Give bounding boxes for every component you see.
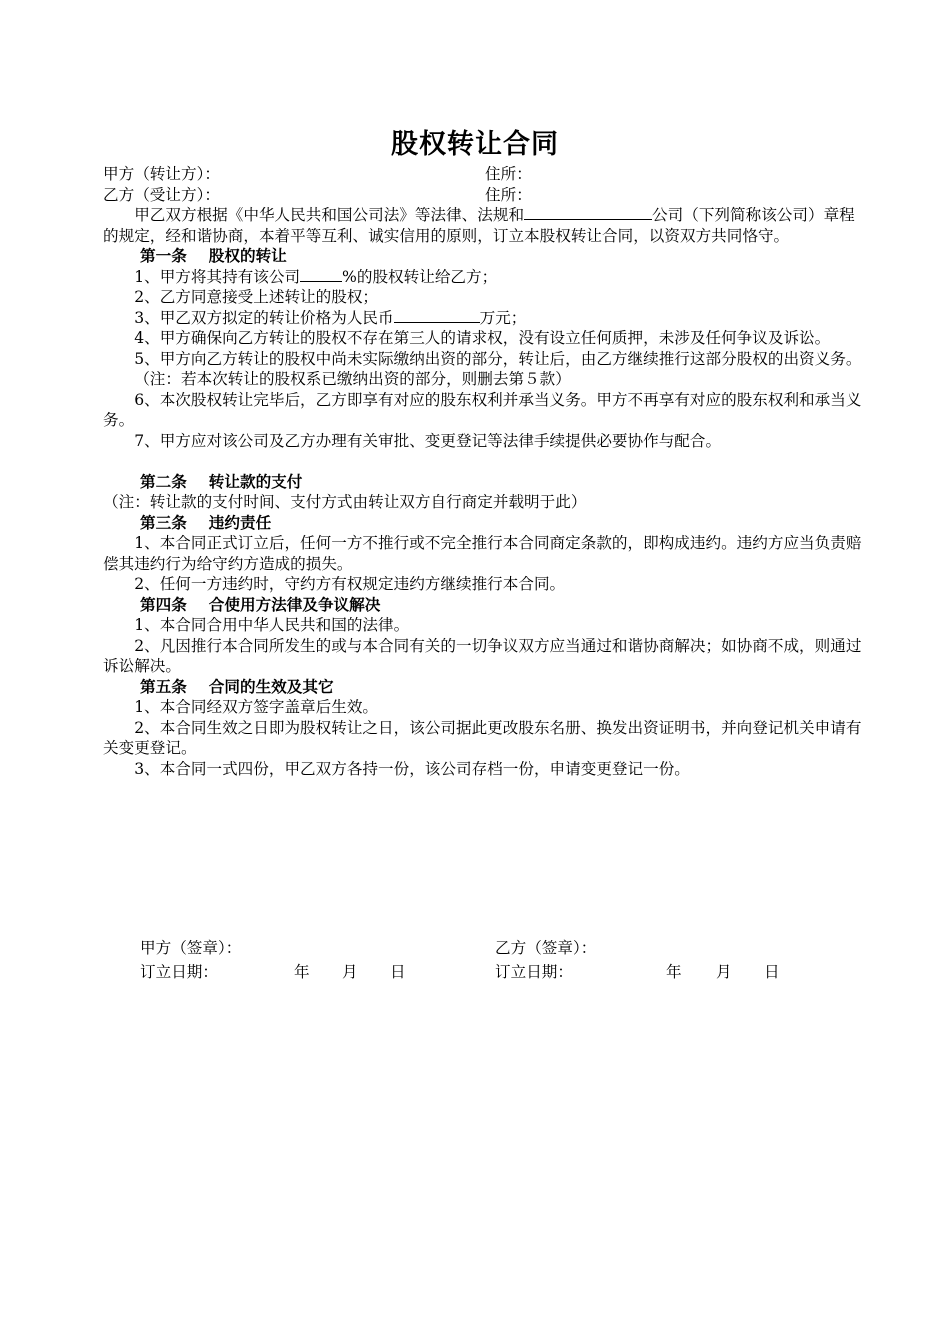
- article-4-heading: 第四条 合使用方法律及争议解决: [140, 595, 381, 614]
- signature-row: [140, 936, 840, 960]
- party-a-address-label: 住所：: [485, 165, 532, 183]
- article-1-item-2: 2、乙方同意接受上述转让的股权；: [134, 288, 379, 306]
- article-1-item-5: 5、甲方向乙方转让的股权中尚未实际缴纳出资的部分，转让后，由乙方继续推行这部分股权的出资义务。: [134, 349, 862, 368]
- article-5-heading: 第五条 合同的生效及其它: [140, 677, 334, 696]
- party-b-date-label: 订立日期：: [495, 963, 573, 981]
- price-blank: [394, 308, 480, 323]
- party-b-day: 日: [764, 963, 780, 981]
- article-1-item-7: 7、甲方应对该公司及乙方办理有关审批、变更登记等法律手续提供必要协作与配合。: [134, 431, 722, 450]
- company-name-blank: [524, 205, 652, 220]
- party-b-year: 年: [666, 963, 682, 981]
- party-a-row: [103, 164, 863, 185]
- party-a-day: 日: [390, 963, 406, 981]
- party-a-year: 年: [294, 963, 310, 981]
- article-5-item-2: 2、本合同生效之日即为股权转让之日，该公司据此更改股东名册、换发出资证明书，并向登记机关申请有关变更登记。: [103, 718, 862, 757]
- article-3-item-2: 2、任何一方违约时，守约方有权规定违约方继续推行本合同。: [134, 575, 566, 593]
- party-a-date-label: 订立日期：: [140, 963, 218, 981]
- article-2-note: （注：转让款的支付时间、支付方式由转让双方自行商定并载明于此）: [103, 493, 587, 511]
- article-1-heading: 第一条 股权的转让: [140, 247, 287, 265]
- date-row: [140, 960, 840, 984]
- share-percent-blank: [300, 267, 342, 282]
- party-b-row: [103, 185, 863, 206]
- article-1-item-3: 3、甲乙双方拟定的转让价格为人民币 万元；: [134, 308, 527, 327]
- document-title: 股权转让合同: [391, 129, 559, 160]
- contract-body: [103, 164, 863, 779]
- article-1-item-6: 6、本次股权转让完毕后，乙方即享有对应的股东权利并承当义务。甲方不再享有对应的股东权利和承当义务。: [103, 390, 862, 429]
- party-b-signature-label: 乙方（签章）：: [495, 939, 597, 957]
- party-a-signature-label: 甲方（签章）：: [140, 939, 242, 957]
- article-4-item-1: 1、本合同合用中华人民共和国的法律。: [134, 616, 410, 634]
- article-5-item-1: 1、本合同经双方签字盖章后生效。: [134, 698, 379, 716]
- party-b-month: 月: [716, 963, 732, 981]
- article-1-item-1: 1、甲方将其持有该公司 %的股权转让给乙方；: [134, 267, 498, 286]
- party-b-address-label: 住所：: [485, 185, 532, 204]
- article-1-item-4: 4、甲方确保向乙方转让的股权不存在第三人的请求权，没有设立任何质押，未涉及任何争议及诉讼。: [134, 329, 831, 347]
- article-5-item-3: 3、本合同一式四份，甲乙双方各持一份，该公司存档一份，申请变更登记一份。: [134, 759, 690, 778]
- article-4-item-2: 2、凡因推行本合同所发生的或与本合同有关的一切争议双方应当通过和谐协商解决；如协商不成，则通过诉讼解决。: [103, 636, 862, 675]
- party-b-label: 乙方（受让方）：: [103, 185, 220, 204]
- article-3-item-1: 1、本合同正式订立后，任何一方不推行或不完全推行本合同商定条款的，即构成违约。违约方应当负责赔偿其违约行为给守约方造成的损失。: [103, 534, 862, 573]
- signature-block: [140, 936, 840, 984]
- party-a-label: 甲方（转让方）：: [103, 165, 220, 183]
- article-1-note: （注：若本次转让的股权系已缴纳出资的部分，则删去第５款）: [134, 370, 571, 388]
- article-3-heading: 第三条 违约责任: [140, 513, 272, 532]
- intro-paragraph: 甲乙双方根据《中华人民共和国公司法》等法律、法规和 公司（下列简称该公司）章程的规定，经和谐协商，本着平等互利、诚实信用的原则，订立本股权转让合同，以资双方共同恪守。: [103, 206, 855, 245]
- article-2-heading: 第二条 转让款的支付: [140, 472, 303, 491]
- party-a-month: 月: [342, 963, 358, 981]
